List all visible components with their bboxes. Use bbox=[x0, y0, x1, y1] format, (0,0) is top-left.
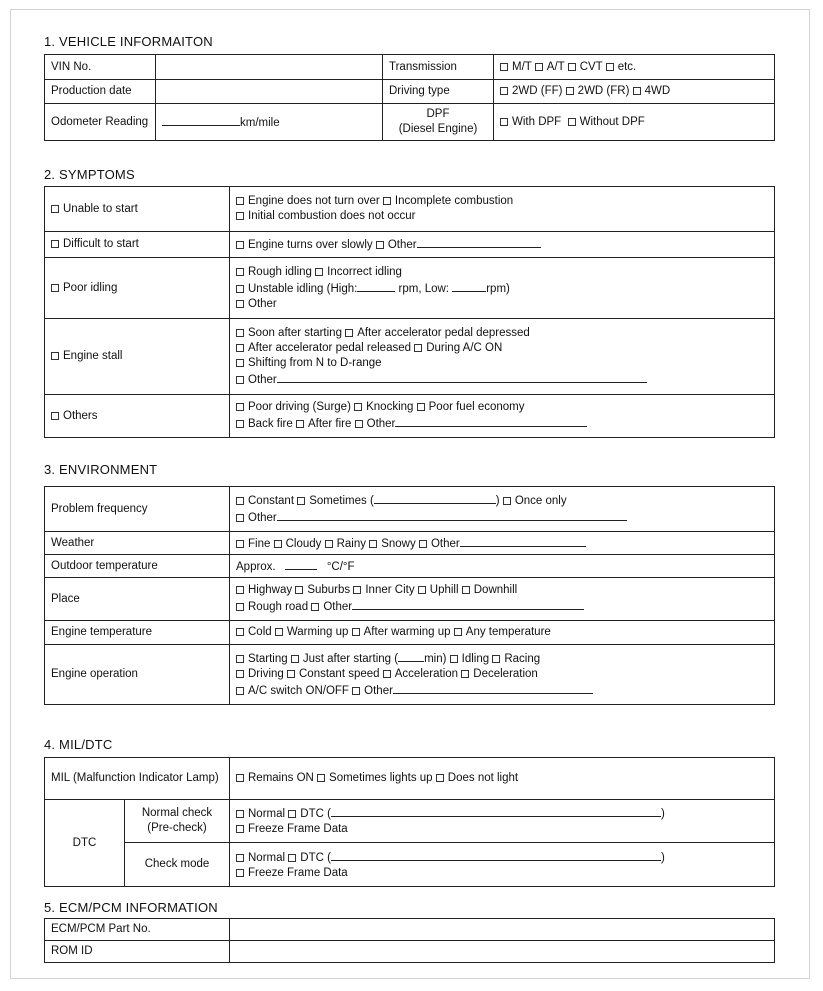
row-others: Others bbox=[45, 395, 230, 438]
checkbox-constant-speed[interactable] bbox=[287, 670, 295, 678]
checkbox-highway[interactable] bbox=[236, 586, 244, 594]
checkbox-dtc-precheck[interactable] bbox=[288, 810, 296, 818]
checkbox-2wd-ff[interactable] bbox=[500, 87, 508, 95]
symptoms-table bbox=[44, 186, 775, 438]
odometer-field[interactable]: km/mile bbox=[156, 104, 383, 141]
check-mode-options: Normal DTC ( ) Freeze Frame Data bbox=[230, 843, 775, 887]
checkbox-remains-on[interactable] bbox=[236, 774, 244, 782]
checkbox-deceleration[interactable] bbox=[461, 670, 469, 678]
unable-options: Engine does not turn over Incomplete combustion Initial combustion does not occur bbox=[230, 187, 775, 232]
label-dpf: DPF (Diesel Engine) bbox=[383, 104, 494, 141]
checkbox-warming-up[interactable] bbox=[275, 628, 283, 636]
label-driving-type: Driving type bbox=[383, 80, 494, 104]
checkbox-after-warming-up[interactable] bbox=[352, 628, 360, 636]
checkbox-fine[interactable] bbox=[236, 540, 244, 548]
checkbox-place-other[interactable] bbox=[311, 603, 319, 611]
label-outdoor-temperature: Outdoor temperature bbox=[45, 555, 230, 578]
checkbox-rough-idling[interactable] bbox=[236, 268, 244, 276]
checkbox-driving[interactable] bbox=[236, 670, 244, 678]
checkbox-during-ac[interactable] bbox=[414, 344, 422, 352]
checkbox-inner-city[interactable] bbox=[353, 586, 361, 594]
checkbox-dtc-checkmode[interactable] bbox=[288, 854, 296, 862]
checkbox-acceleration[interactable] bbox=[383, 670, 391, 678]
production-date-field[interactable] bbox=[156, 80, 383, 104]
checkbox-sometimes-lights[interactable] bbox=[317, 774, 325, 782]
checkbox-cloudy[interactable] bbox=[274, 540, 282, 548]
checkbox-starting[interactable] bbox=[236, 655, 244, 663]
checkbox-others[interactable] bbox=[51, 412, 59, 420]
checkbox-once-only[interactable] bbox=[503, 497, 511, 505]
row-unable-to-start: Unable to start bbox=[45, 187, 230, 232]
checkbox-turns-slowly[interactable] bbox=[236, 241, 244, 249]
transmission-options: M/T A/T CVT etc. bbox=[494, 55, 775, 80]
checkbox-poor-idling[interactable] bbox=[51, 284, 59, 292]
checkbox-etc[interactable] bbox=[606, 63, 614, 71]
driving-type-options: 2WD (FF) 2WD (FR) 4WD bbox=[494, 80, 775, 104]
poor-idling-options: Rough idling Incorrect idling Unstable idling (High: rpm, Low: rpm) Other bbox=[230, 258, 775, 319]
label-rom-id: ROM ID bbox=[45, 941, 230, 963]
weather-options: Fine Cloudy Rainy Snowy Other bbox=[230, 532, 775, 555]
section-title-ecm-pcm: 5. ECM/PCM INFORMATION bbox=[44, 900, 218, 915]
temperature-field[interactable]: Approx. °C/°F bbox=[230, 555, 775, 578]
ecm-pcm-table bbox=[44, 918, 775, 963]
checkbox-suburbs[interactable] bbox=[295, 586, 303, 594]
checkbox-rough-road[interactable] bbox=[236, 603, 244, 611]
checkbox-freeze-frame-precheck[interactable] bbox=[236, 825, 244, 833]
difficult-options: Engine turns over slowly Other bbox=[230, 232, 775, 258]
vin-field[interactable] bbox=[156, 55, 383, 80]
checkbox-no-initial-combustion[interactable] bbox=[236, 212, 244, 220]
section-title-environment: 3. ENVIRONMENT bbox=[44, 462, 158, 477]
label-part-no: ECM/PCM Part No. bbox=[45, 919, 230, 941]
checkbox-at[interactable] bbox=[535, 63, 543, 71]
checkbox-with-dpf[interactable] bbox=[500, 118, 508, 126]
label-problem-frequency: Problem frequency bbox=[45, 487, 230, 532]
label-engine-operation: Engine operation bbox=[45, 645, 230, 705]
mil-dtc-table bbox=[44, 757, 775, 887]
checkbox-incomplete-combustion[interactable] bbox=[383, 197, 391, 205]
checkbox-ac-switch[interactable] bbox=[236, 687, 244, 695]
checkbox-engine-stall[interactable] bbox=[51, 352, 59, 360]
label-engine-temperature: Engine temperature bbox=[45, 621, 230, 645]
checkbox-knocking[interactable] bbox=[354, 403, 362, 411]
checkbox-difficult-to-start[interactable] bbox=[51, 240, 59, 248]
dpf-options: With DPF Without DPF bbox=[494, 104, 775, 141]
label-mil: MIL (Malfunction Indicator Lamp) bbox=[45, 758, 230, 800]
checkbox-4wd[interactable] bbox=[633, 87, 641, 95]
checkbox-poor-idling-other[interactable] bbox=[236, 300, 244, 308]
vehicle-info-table bbox=[44, 54, 775, 141]
checkbox-uphill[interactable] bbox=[418, 586, 426, 594]
engine-temperature-options: Cold Warming up After warming up Any temperature bbox=[230, 621, 775, 645]
checkbox-cold[interactable] bbox=[236, 628, 244, 636]
normal-check-options: Normal DTC ( ) Freeze Frame Data bbox=[230, 800, 775, 843]
checkbox-any-temperature[interactable] bbox=[454, 628, 462, 636]
section-title-symptoms: 2. SYMPTOMS bbox=[44, 167, 135, 182]
engine-stall-options: Soon after starting After accelerator pedal depressed After accelerator pedal released During A/C ON Shifting from N to D-range Other bbox=[230, 319, 775, 395]
checkbox-normal-checkmode[interactable] bbox=[236, 854, 244, 862]
label-dtc: DTC bbox=[45, 800, 125, 887]
checkbox-operation-other[interactable] bbox=[352, 687, 360, 695]
place-options: Highway Suburbs Inner City Uphill Downhill Rough road Other bbox=[230, 578, 775, 621]
label-place: Place bbox=[45, 578, 230, 621]
environment-table bbox=[44, 486, 775, 705]
checkbox-just-after-starting[interactable] bbox=[291, 655, 299, 663]
checkbox-does-not-light[interactable] bbox=[436, 774, 444, 782]
checkbox-constant[interactable] bbox=[236, 497, 244, 505]
checkbox-freeze-frame-checkmode[interactable] bbox=[236, 869, 244, 877]
checkbox-others-other[interactable] bbox=[355, 420, 363, 428]
row-engine-stall: Engine stall bbox=[45, 319, 230, 395]
checkbox-stall-other[interactable] bbox=[236, 376, 244, 384]
checkbox-cvt[interactable] bbox=[568, 63, 576, 71]
frequency-options: Constant Sometimes ( ) Once only Other bbox=[230, 487, 775, 532]
section-title-mil-dtc: 4. MIL/DTC bbox=[44, 737, 113, 752]
checkbox-sometimes[interactable] bbox=[297, 497, 305, 505]
label-check-mode: Check mode bbox=[125, 843, 230, 887]
label-transmission: Transmission bbox=[383, 55, 494, 80]
checkbox-poor-fuel[interactable] bbox=[417, 403, 425, 411]
checkbox-racing[interactable] bbox=[492, 655, 500, 663]
checkbox-pedal-depressed[interactable] bbox=[345, 329, 353, 337]
checkbox-idling[interactable] bbox=[450, 655, 458, 663]
checkbox-mt[interactable] bbox=[500, 63, 508, 71]
checkbox-frequency-other[interactable] bbox=[236, 514, 244, 522]
checkbox-2wd-fr[interactable] bbox=[566, 87, 574, 95]
row-difficult-to-start: Difficult to start bbox=[45, 232, 230, 258]
label-odometer: Odometer Reading bbox=[45, 104, 156, 141]
row-poor-idling: Poor idling bbox=[45, 258, 230, 319]
label-weather: Weather bbox=[45, 532, 230, 555]
checkbox-soon-after-starting[interactable] bbox=[236, 329, 244, 337]
part-no-field[interactable] bbox=[230, 919, 775, 941]
checkbox-pedal-released[interactable] bbox=[236, 344, 244, 352]
checkbox-back-fire[interactable] bbox=[236, 420, 244, 428]
checkbox-weather-other[interactable] bbox=[419, 540, 427, 548]
checkbox-after-fire[interactable] bbox=[296, 420, 304, 428]
checkbox-downhill[interactable] bbox=[462, 586, 470, 594]
mil-options: Remains ON Sometimes lights up Does not light bbox=[230, 758, 775, 800]
engine-operation-options: Starting Just after starting ( min) Idling Racing Driving Constant speed Acceleration Deceleration A/C switch ON/OFF Other bbox=[230, 645, 775, 705]
checkbox-snowy[interactable] bbox=[369, 540, 377, 548]
checkbox-without-dpf[interactable] bbox=[568, 118, 576, 126]
checkbox-unstable-idling[interactable] bbox=[236, 285, 244, 293]
checkbox-difficult-other[interactable] bbox=[376, 241, 384, 249]
checkbox-unable-to-start[interactable] bbox=[51, 205, 59, 213]
checkbox-normal-precheck[interactable] bbox=[236, 810, 244, 818]
checkbox-shift-n-d[interactable] bbox=[236, 359, 244, 367]
label-normal-check: Normal check (Pre-check) bbox=[125, 800, 230, 843]
checkbox-poor-driving[interactable] bbox=[236, 403, 244, 411]
checkbox-rainy[interactable] bbox=[325, 540, 333, 548]
rom-id-field[interactable] bbox=[230, 941, 775, 963]
section-title-vehicle: 1. VEHICLE INFORMAITON bbox=[44, 34, 213, 49]
others-options: Poor driving (Surge) Knocking Poor fuel economy Back fire After fire Other bbox=[230, 395, 775, 438]
checkbox-no-turn-over[interactable] bbox=[236, 197, 244, 205]
label-vin: VIN No. bbox=[45, 55, 156, 80]
label-production-date: Production date bbox=[45, 80, 156, 104]
checkbox-incorrect-idling[interactable] bbox=[315, 268, 323, 276]
